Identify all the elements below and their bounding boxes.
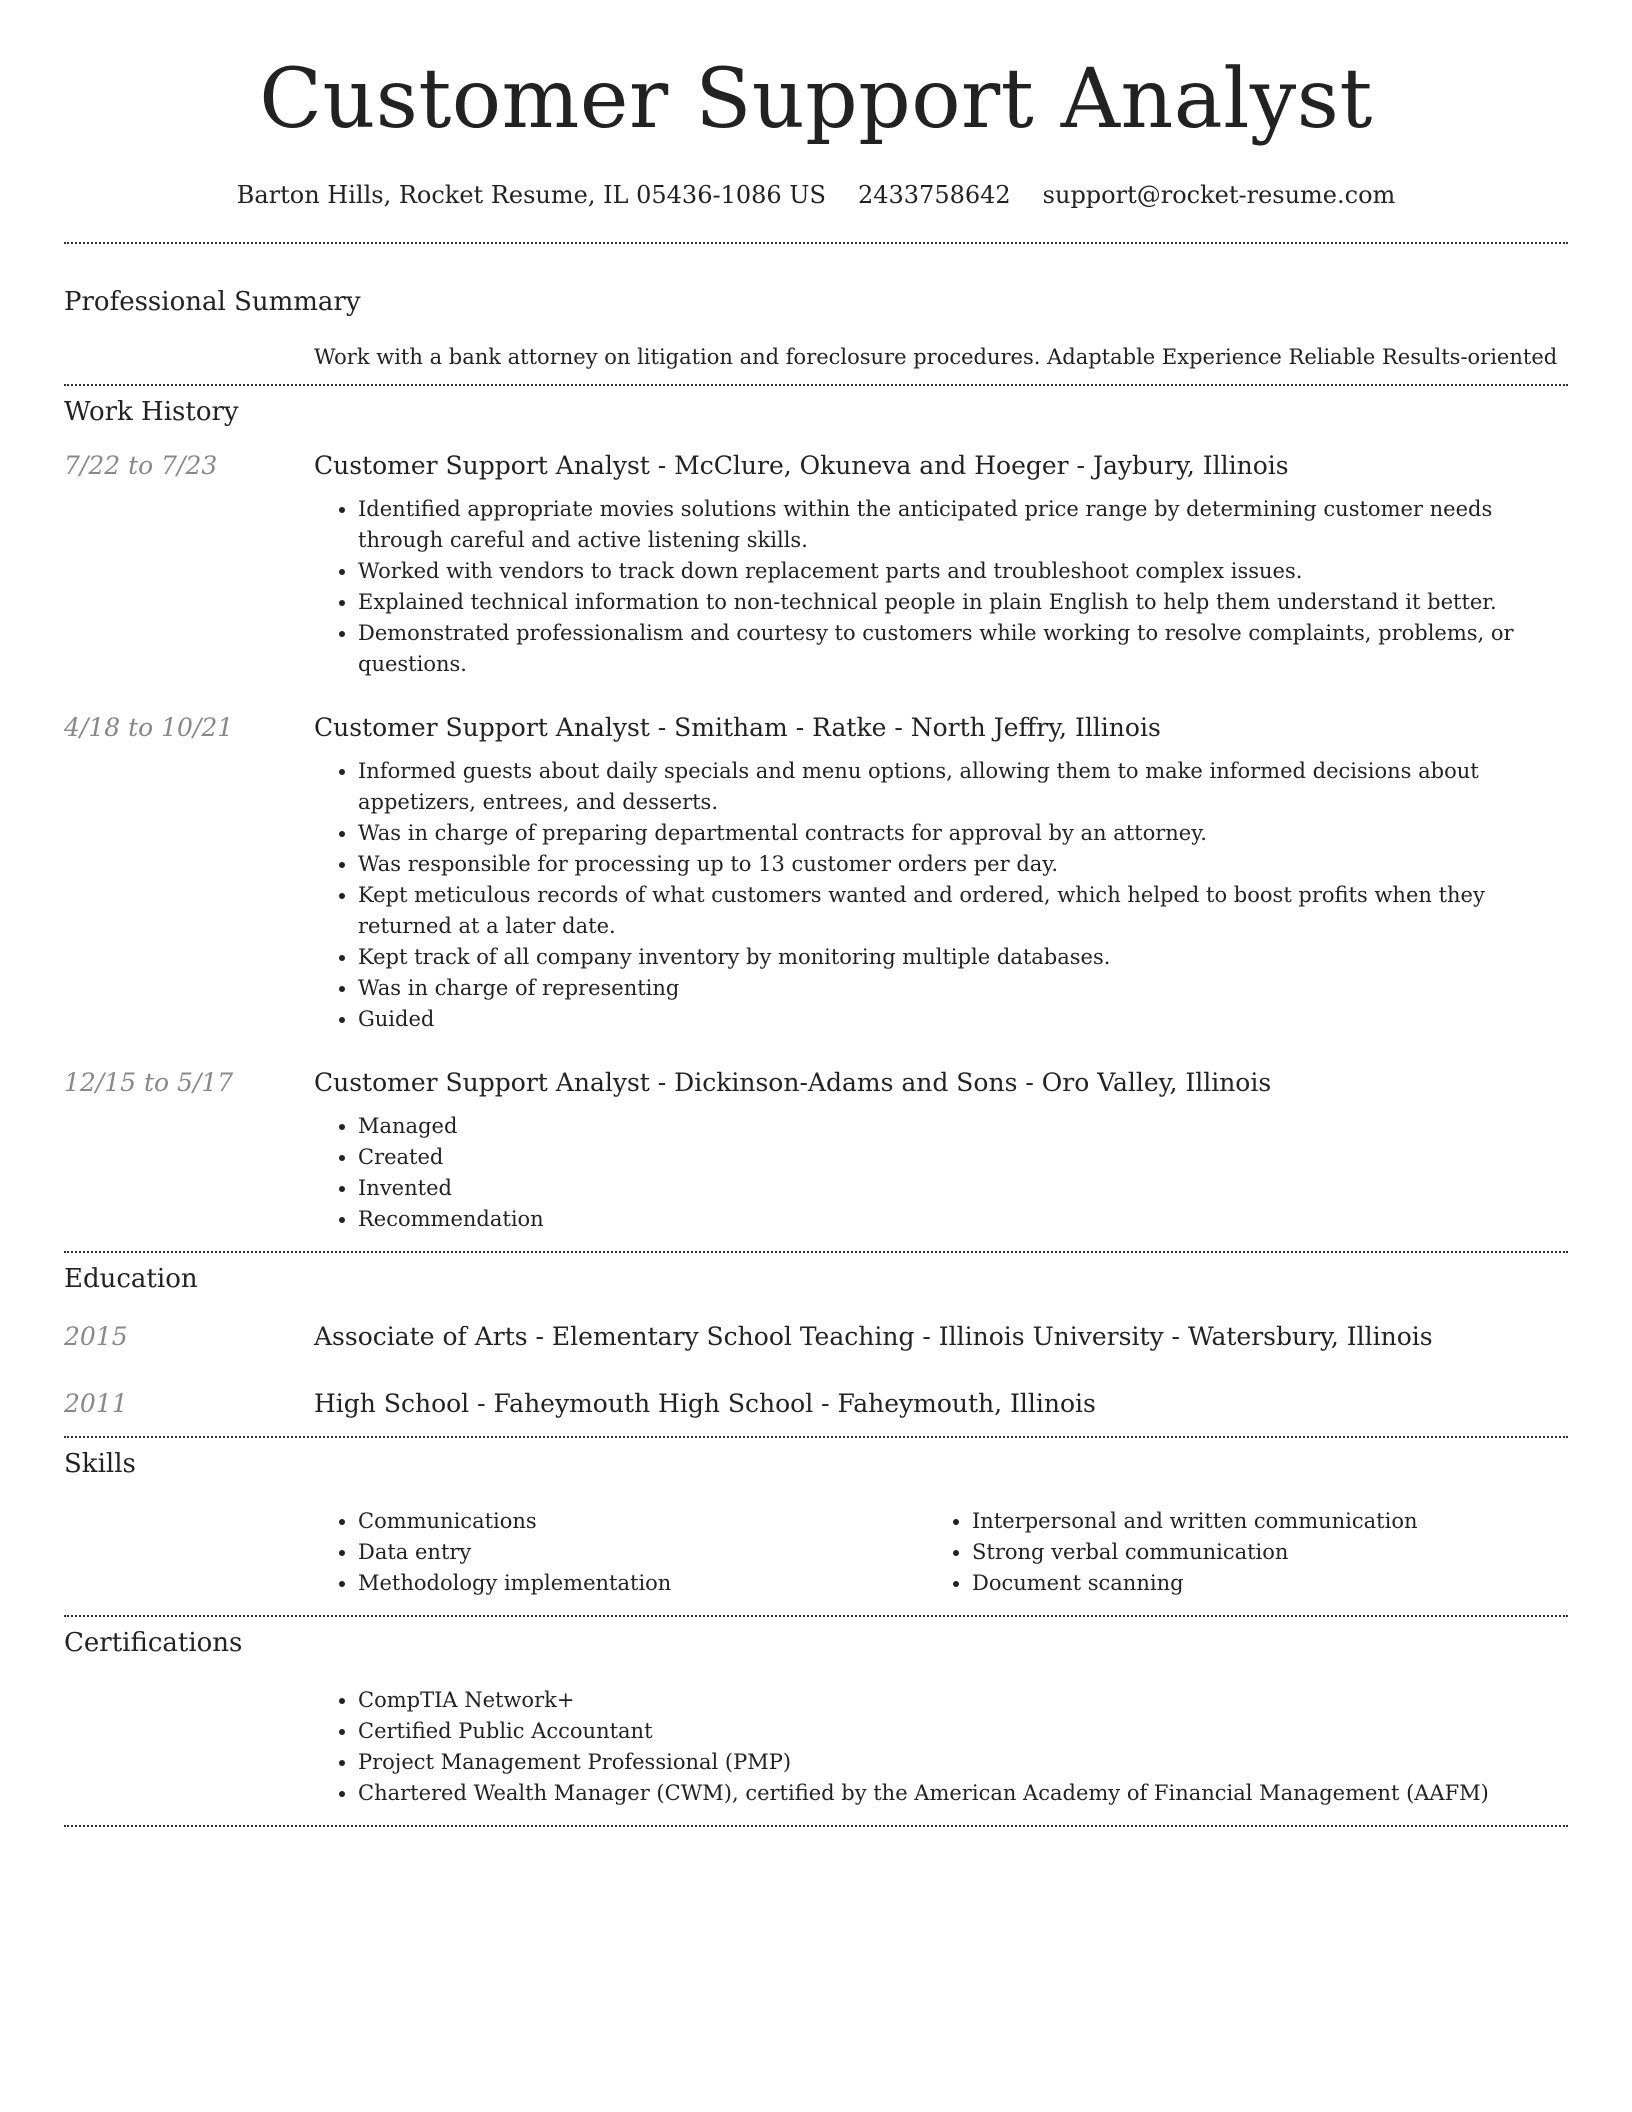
skills-column-right [928,1506,1542,1599]
divider [64,1615,1568,1617]
resume-header [64,0,1568,210]
certifications-section [64,1627,1568,1809]
list-item: • Identified appropriate movies solutions within the anticipated price range by determining customer needs through careful and active listening skills. [358,494,1568,556]
work-history-section [64,396,1568,1235]
certifications-list [314,1685,1568,1809]
job-dates: 7/22 to 7/23 [64,451,218,480]
job-body [314,712,1568,1035]
contact-phone: 2433758642 [857,181,1011,209]
list-item: • Was in charge of preparing departmental contracts for approval by an attorney. [358,818,1568,849]
divider [64,384,1568,386]
divider [64,242,1568,244]
list-item: • Informed guests about daily specials and menu options, allowing them to make informed decisions about appetizers, entrees, and desserts. [358,756,1568,818]
list-item: • Managed [358,1111,1568,1142]
education-text: High School - Faheymouth High School - Faheymouth, Illinois [314,1389,1096,1418]
candidate-title: Customer Support Analyst [259,52,1373,147]
section-title-education: Education [64,1264,198,1294]
job-entry [64,450,1568,680]
section-title-summary: Professional Summary [64,287,361,317]
job-dates: 4/18 to 10/21 [64,713,234,742]
section-title-work-history: Work History [64,397,239,427]
education-entry [64,1321,1568,1353]
education-text: Associate of Arts - Elementary School Teaching - Illinois University - Watersbury, Illinois [314,1322,1433,1351]
job-body [314,1067,1568,1235]
contact-line [64,180,1568,210]
list-item: • Invented [358,1173,1568,1204]
job-heading: Customer Support Analyst - McClure, Okuneva and Hoeger - Jaybury, Illinois [314,451,1289,480]
list-item: • Was responsible for processing up to 13 customer orders per day. [358,849,1568,880]
certification-item: • Certified Public Accountant [358,1716,1568,1747]
education-year: 2015 [64,1322,128,1351]
certification-item: • Chartered Wealth Manager (CWM), certified by the American Academy of Financial Management (AAFM) [358,1778,1568,1809]
list-item: • Was in charge of representing [358,973,1568,1004]
skills-section [64,1448,1568,1599]
list-item: • Recommendation [358,1204,1568,1235]
job-entry [64,1067,1568,1235]
skill-item: • Document scanning [972,1568,1542,1599]
skills-column-left [314,1506,928,1599]
divider [64,1825,1568,1827]
contact-address: Barton Hills, Rocket Resume, IL 05436-1086 US [236,181,826,209]
education-section [64,1263,1568,1420]
job-heading: Customer Support Analyst - Smitham - Ratke - North Jeffry, Illinois [314,713,1161,742]
list-item: • Explained technical information to non-technical people in plain English to help them understand it better. [358,587,1568,618]
list-item: • Kept track of all company inventory by monitoring multiple databases. [358,942,1568,973]
summary-text: Work with a bank attorney on litigation and foreclosure procedures. Adaptable Experience Reliable Results-oriented [314,345,1558,369]
skill-item: • Strong verbal communication [972,1537,1542,1568]
skill-item: • Communications [358,1506,928,1537]
section-title-skills: Skills [64,1449,136,1479]
skill-item: • Methodology implementation [358,1568,928,1599]
list-item: • Created [358,1142,1568,1173]
certification-item: • Project Management Professional (PMP) [358,1747,1568,1778]
job-heading: Customer Support Analyst - Dickinson-Adams and Sons - Oro Valley, Illinois [314,1068,1272,1097]
job-dates: 12/15 to 5/17 [64,1068,234,1097]
divider [64,1436,1568,1438]
job-body [314,450,1568,680]
list-item: • Kept meticulous records of what customers wanted and ordered, which helped to boost profits when they returned at a later date. [358,880,1568,942]
section-title-certifications: Certifications [64,1628,243,1658]
skill-item: • Interpersonal and written communication [972,1506,1542,1537]
skills-grid [314,1506,1568,1599]
education-year: 2011 [64,1389,128,1418]
job-bullets [314,1111,1568,1235]
summary-section [64,286,1568,372]
job-entry [64,712,1568,1035]
skill-item: • Data entry [358,1537,928,1568]
list-item: • Guided [358,1004,1568,1035]
contact-email: support@rocket-resume.com [1042,181,1396,209]
certification-item: • CompTIA Network+ [358,1685,1568,1716]
job-bullets [314,494,1568,680]
job-bullets [314,756,1568,1035]
education-entry [64,1388,1568,1420]
divider [64,1251,1568,1253]
list-item: • Worked with vendors to track down replacement parts and troubleshoot complex issues. [358,556,1568,587]
list-item: • Demonstrated professionalism and courtesy to customers while working to resolve complaints, problems, or questions. [358,618,1568,680]
